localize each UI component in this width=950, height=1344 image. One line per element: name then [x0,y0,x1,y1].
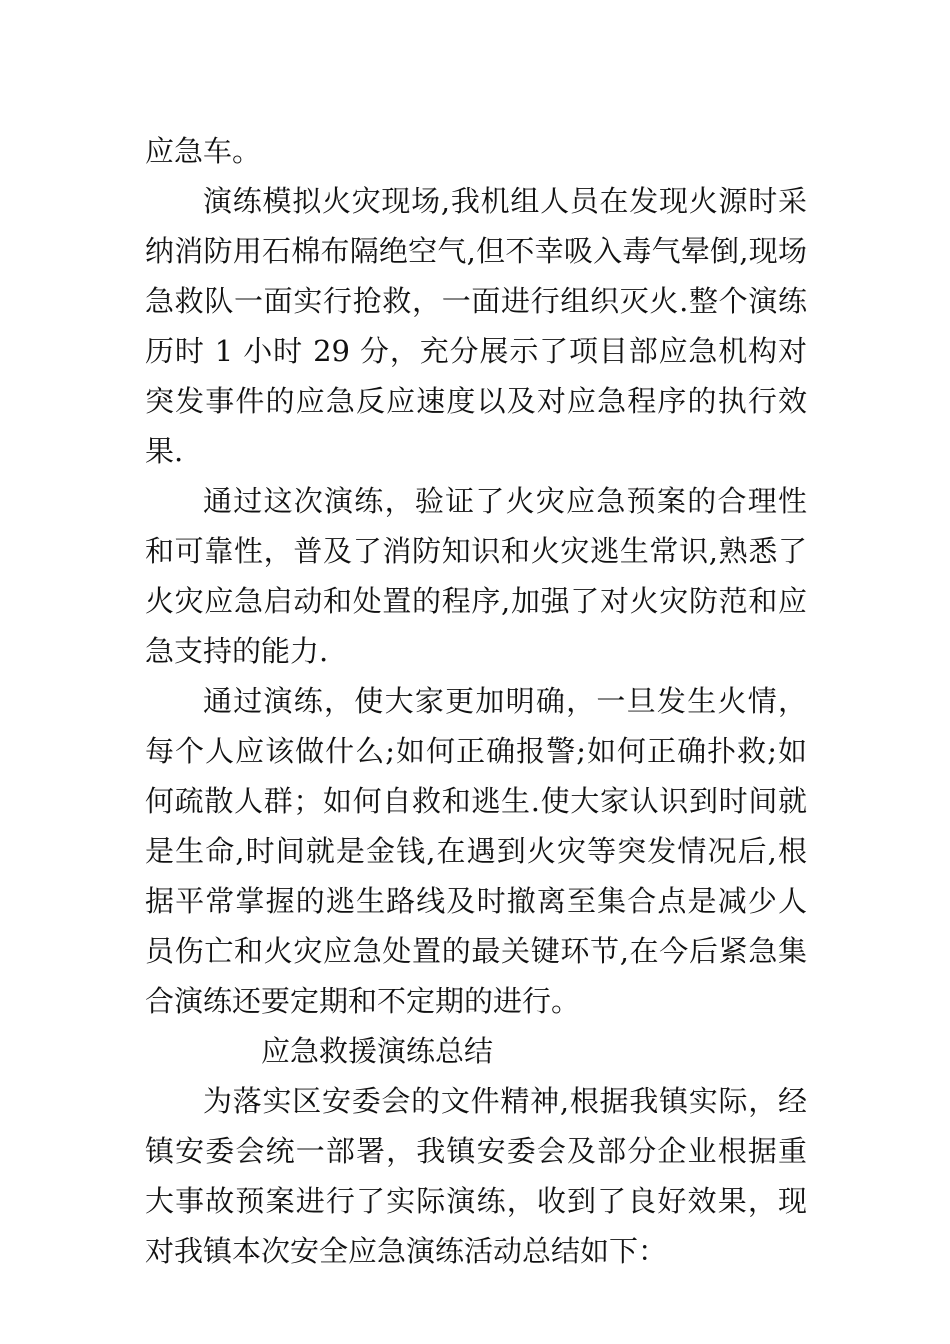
document-body [145,126,807,1276]
paragraph-drill-verification: 通过这次演练，验证了火灾应急预案的合理性和可靠性，普及了消防知识和火灾逃生常识,熟悉了火灾应急启动和处置的程序,加强了对火灾防范和应急支持的能力. [145,484,807,668]
paragraph-drill-lessons: 通过演练，使大家更加明确，一旦发生火情，每个人应该做什么;如何正确报警;如何正确扑救;如何疏散人群；如何自救和逃生.使大家认识到时间就是生命,时间就是金钱,在遇到火灾等突发情况后,根据平常掌握的逃生路线及时撤离至集合点是减少人员伤亡和火灾应急处置的最关键环节,在今后紧急集合演练还要定期和不定期的进行。 [145,684,807,1018]
paragraph-drill-description: 演练模拟火灾现场,我机组人员在发现火源时采纳消防用石棉布隔绝空气,但不幸吸入毒气晕倒,现场急救队一面实行抢救，一面进行组织灭火.整个演练历时 1 小时 29 分，充分展示了项目部应急机构对突发事件的应急反应速度以及对应急程序的执行效果. [145,184,807,468]
section-heading: 应急救援演练总结 [261,1034,494,1068]
paragraph-summary-intro: 为落实区安委会的文件精神,根据我镇实际，经镇安委会统一部署，我镇安委会及部分企业根据重大事故预案进行了实际演练，收到了良好效果，现对我镇本次安全应急演练活动总结如下： [145,1084,807,1268]
paragraph-continuation: 应急车。 [145,134,262,168]
